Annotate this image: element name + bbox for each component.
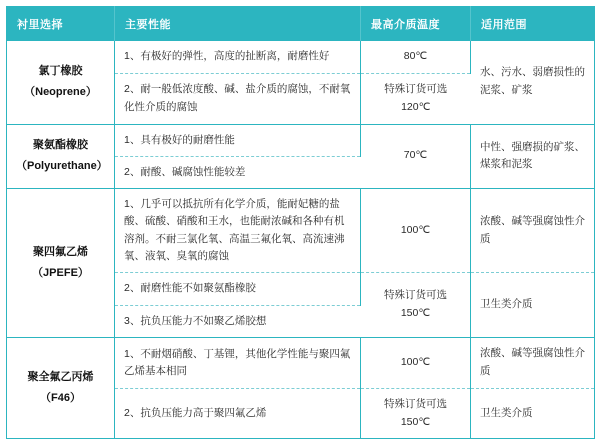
column-header-performance: 主要性能	[115, 7, 361, 42]
table-body	[7, 41, 595, 439]
scope-text: 水、污水、弱磨损性的泥浆、矿浆	[471, 41, 595, 124]
max-temp-value	[361, 388, 471, 439]
max-temp-line1: 特殊订货可选	[384, 397, 447, 410]
table-row	[7, 124, 595, 156]
table-row	[7, 338, 595, 389]
max-temp-line2: 150℃	[400, 307, 431, 320]
lining-name-en: （Neoprene）	[24, 86, 97, 99]
max-temp-line1: 特殊订货可选	[384, 82, 448, 95]
performance-text: 1、有极好的弹性，高度的扯断离，耐磨性好	[115, 41, 361, 73]
max-temp-value: 100℃	[361, 189, 471, 273]
lining-name-en: （JPEFE）	[32, 267, 89, 280]
max-temp-value: 80℃	[361, 41, 471, 73]
table-header-row	[7, 7, 595, 42]
performance-text: 2、耐一般低浓度酸、碱、盐介质的腐蚀，不耐氧化性介质的腐蚀	[115, 73, 361, 124]
column-header-lining: 衬里选择	[7, 7, 115, 42]
lining-name-cn: 氯丁橡胶	[38, 65, 83, 78]
lining-name-en: （F46）	[40, 392, 81, 405]
lining-name-en: （Polyurethane）	[16, 160, 108, 173]
max-temp-line2: 120℃	[401, 100, 431, 113]
performance-text: 1、具有极好的耐磨性能	[115, 124, 361, 156]
lining-name-neoprene	[7, 41, 115, 124]
lining-name-cn: 聚四氟乙烯	[33, 246, 88, 259]
performance-text: 1、几乎可以抵抗所有化学介质，能耐妃糖的盐酸、硫酸、硝酸和王水，也能耐浓碱和各种有机溶剂。不耐三氯化氧、高温三氟化氧、高流速沸氧、液氧、臭氧的腐蚀	[115, 189, 361, 273]
scope-text: 卫生类介质	[480, 406, 533, 419]
performance-text: 2、耐酸、碱腐蚀性能较差	[115, 156, 361, 188]
lining-spec-table	[6, 6, 595, 439]
scope-text: 卫生类介质	[471, 273, 595, 338]
max-temp-value: 100℃	[361, 338, 471, 389]
lining-name-cn: 聚全氟乙丙烯	[27, 371, 94, 384]
performance-text: 3、抗负压能力不如聚乙烯胶想	[115, 305, 361, 337]
lining-name-cn: 聚氨酯橡胶	[33, 139, 88, 152]
performance-text: 1、不耐烟硝酸、丁基锂，其他化学性能与聚四氟乙烯基本相同	[115, 338, 361, 389]
scope-text: 中性、强磨损的矿浆、煤浆和泥浆	[471, 124, 595, 189]
performance-text: 2、耐磨性能不如聚氨酯橡胶	[115, 273, 361, 305]
performance-text: 2、抗负压能力高于聚四氟乙烯	[115, 388, 361, 439]
scope-text: 浓酸、碱等强腐蚀性介质	[471, 189, 595, 273]
max-temp-value	[361, 273, 471, 338]
table-header	[7, 7, 595, 42]
max-temp-line1: 特殊订货可选	[384, 289, 447, 302]
table-row	[7, 41, 595, 73]
lining-name-polyurethane	[7, 124, 115, 189]
table-row	[7, 189, 595, 273]
lining-name-f46	[7, 338, 115, 439]
max-temp-value	[361, 73, 471, 124]
max-temp-line2: 150℃	[400, 415, 431, 428]
column-header-max-temp: 最高介质温度	[361, 7, 471, 42]
column-header-scope: 适用范围	[471, 7, 595, 42]
max-temp-value: 70℃	[361, 124, 471, 189]
scope-text: 浓酸、碱等强腐蚀性介质	[471, 338, 595, 389]
lining-name-jpefe	[7, 189, 115, 338]
